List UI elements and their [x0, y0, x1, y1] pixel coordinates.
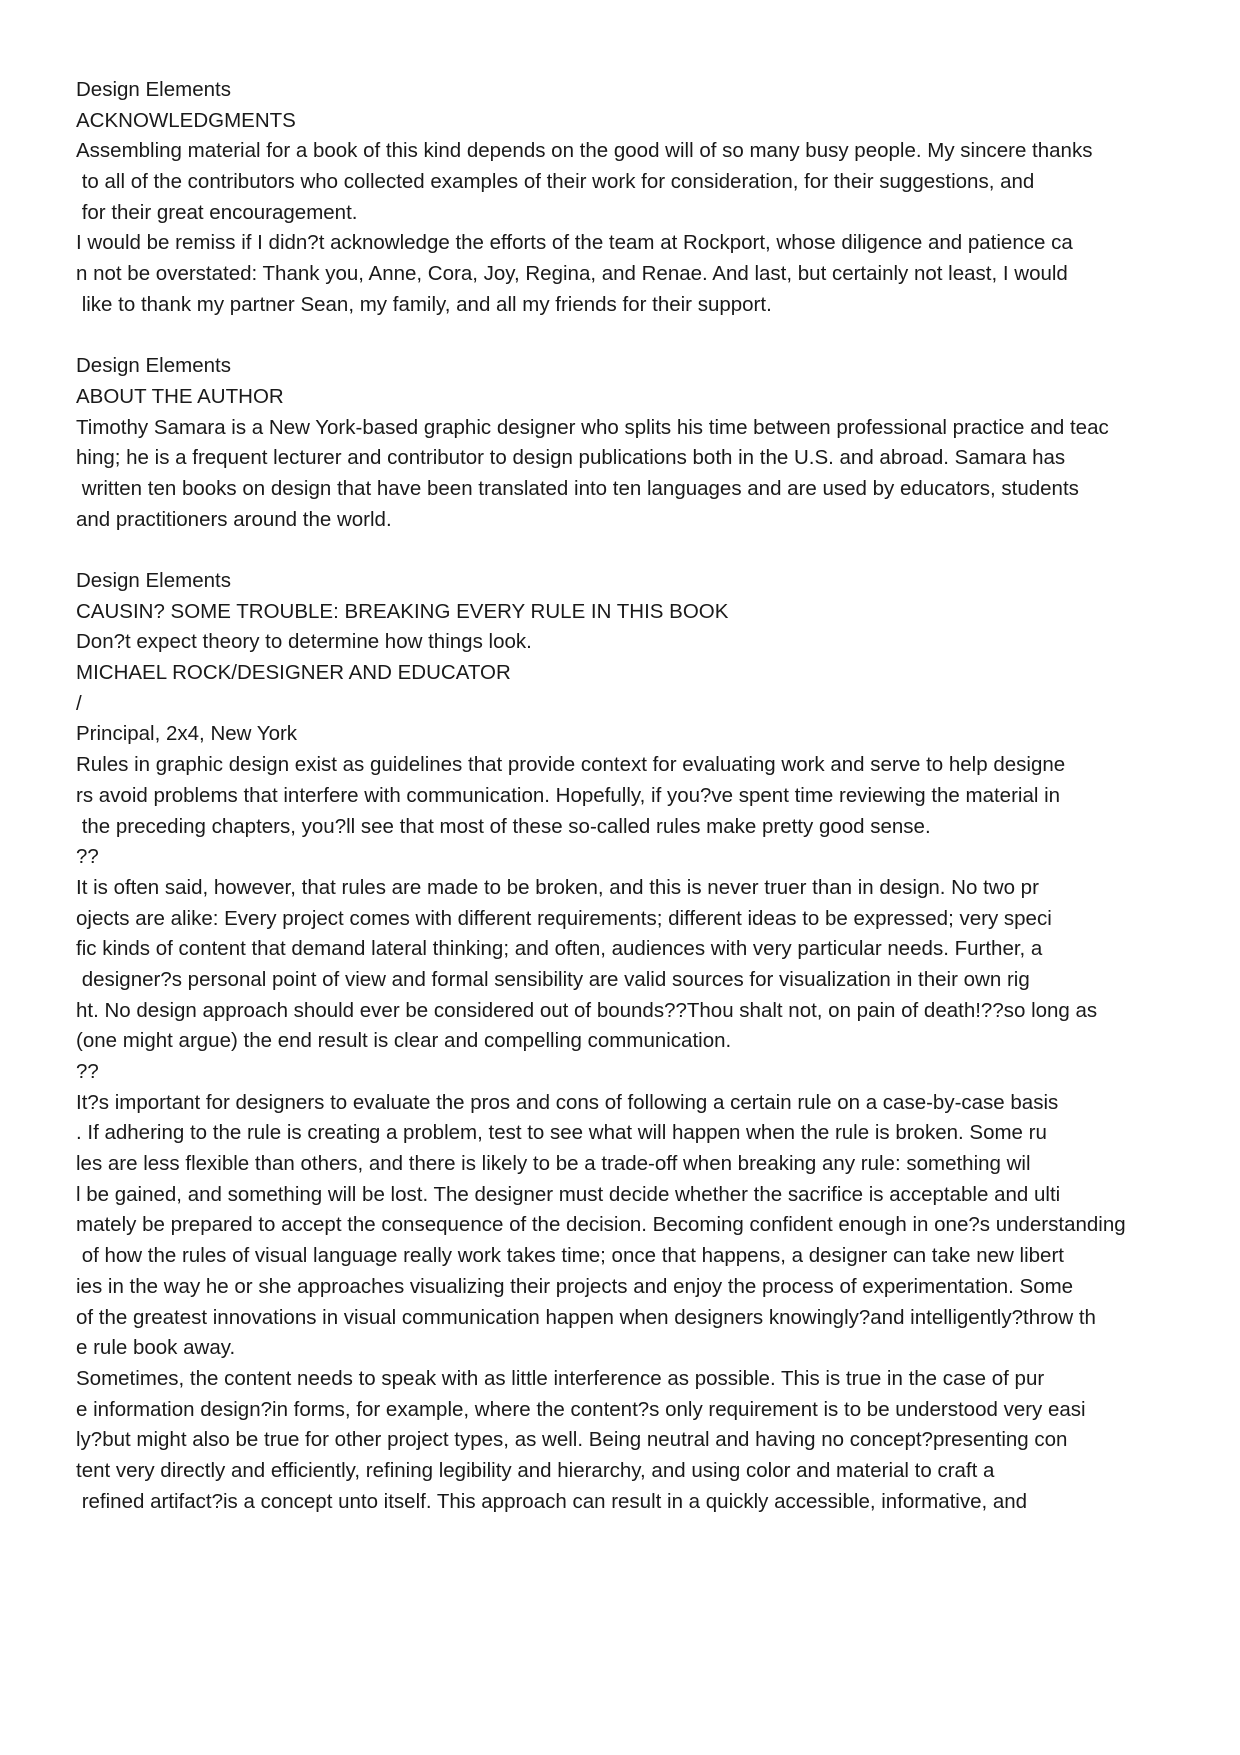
section-causing-some-trouble	[76, 566, 1226, 1517]
quote-attribution: MICHAEL ROCK/DESIGNER AND EDUCATOR	[76, 661, 511, 685]
body-line: hing; he is a frequent lecturer and contributor to design publications both in the U.S. and abroad. Samara has	[76, 446, 1066, 470]
document-page	[76, 75, 1226, 1517]
body-line: written ten books on design that have been translated into ten languages and are used by educators, students	[76, 476, 1079, 500]
body-line: of how the rules of visual language really work takes time; once that happens, a designer can take new libert	[76, 1244, 1064, 1268]
body-line: mately be prepared to accept the consequence of the decision. Becoming confident enough in one?s understanding	[76, 1213, 1126, 1237]
section-heading: CAUSIN? SOME TROUBLE: BREAKING EVERY RULE IN THIS BOOK	[76, 599, 729, 623]
body-line: les are less flexible than others, and there is likely to be a trade-off when breaking any rule: something wil	[76, 1152, 1031, 1176]
body-line: e rule book away.	[76, 1336, 236, 1360]
running-head: Design Elements	[76, 78, 231, 101]
body-line: ly?but might also be true for other project types, as well. Being neutral and having no concept?presenting con	[76, 1428, 1068, 1452]
body-line: Rules in graphic design exist as guidelines that provide context for evaluating work and serve to help designe	[76, 753, 1066, 777]
body-line: e information design?in forms, for example, where the content?s only requirement is to be understood very easi	[76, 1397, 1086, 1421]
body-line: the preceding chapters, you?ll see that most of these so-called rules make pretty good sense.	[76, 814, 931, 838]
body-line: to all of the contributors who collected examples of their work for consideration, for their suggestions, and	[76, 170, 1035, 194]
body-line: for their great encouragement.	[76, 200, 358, 224]
section-about-the-author	[76, 351, 1226, 535]
body-line: refined artifact?is a concept unto itself. This approach can result in a quickly accessible, informative, and	[76, 1489, 1028, 1513]
body-line: ojects are alike: Every project comes with different requirements; different ideas to be expressed; very speci	[76, 906, 1052, 930]
body-line: tent very directly and efficiently, refining legibility and hierarchy, and using color and material to craft a	[76, 1458, 995, 1482]
body-line: n not be overstated: Thank you, Anne, Cora, Joy, Regina, and Renae. And last, but certainly not least, I would	[76, 262, 1068, 286]
body-line: Sometimes, the content needs to speak with as little interference as possible. This is true in the case of pur	[76, 1366, 1045, 1390]
body-line: Assembling material for a book of this kind depends on the good will of so many busy people. My sincere thanks	[76, 139, 1093, 163]
body-line: . If adhering to the rule is creating a problem, test to see what will happen when the rule is broken. Some ru	[76, 1121, 1047, 1145]
attribution-separator: /	[76, 691, 82, 715]
body-line: I would be remiss if I didn?t acknowledge the efforts of the team at Rockport, whose diligence and patience ca	[76, 231, 1073, 255]
body-line: l be gained, and something will be lost. The designer must decide whether the sacrifice is acceptable and ulti	[76, 1182, 1061, 1206]
paragraph-marker: ??	[76, 845, 99, 869]
body-line: like to thank my partner Sean, my family, and all my friends for their support.	[76, 292, 772, 316]
section-gap	[76, 535, 1226, 566]
body-line: designer?s personal point of view and formal sensibility are valid sources for visualization in their own rig	[76, 967, 1030, 991]
body-line: Timothy Samara is a New York-based graphic designer who splits his time between professional practice and teac	[76, 415, 1109, 439]
body-line: of the greatest innovations in visual communication happen when designers knowingly?and intelligently?throw th	[76, 1305, 1096, 1329]
body-line: It?s important for designers to evaluate the pros and cons of following a certain rule on a case-by-case basis	[76, 1090, 1059, 1114]
pull-quote: Don?t expect theory to determine how things look.	[76, 630, 532, 654]
body-line: fic kinds of content that demand lateral thinking; and often, audiences with very particular needs. Further, a	[76, 937, 1043, 961]
running-head: Design Elements	[76, 354, 231, 378]
section-acknowledgments	[76, 75, 1226, 321]
body-line: It is often said, however, that rules are made to be broken, and this is never truer than in design. No two pr	[76, 875, 1039, 899]
body-line: and practitioners around the world.	[76, 507, 392, 531]
section-heading: ABOUT THE AUTHOR	[76, 384, 284, 408]
body-line: ht. No design approach should ever be considered out of bounds??Thou shalt not, on pain of death!??so long as	[76, 998, 1098, 1022]
attribution-title: Principal, 2x4, New York	[76, 722, 298, 746]
paragraph-marker: ??	[76, 1060, 99, 1083]
body-line: ies in the way he or she approaches visualizing their projects and enjoy the process of experimentation. Some	[76, 1274, 1074, 1298]
section-heading: ACKNOWLEDGMENTS	[76, 108, 296, 132]
body-line: (one might argue) the end result is clear and compelling communication.	[76, 1029, 732, 1053]
body-line: rs avoid problems that interfere with communication. Hopefully, if you?ve spent time reviewing the material in	[76, 783, 1061, 807]
running-head: Design Elements	[76, 569, 231, 592]
section-gap	[76, 321, 1226, 352]
